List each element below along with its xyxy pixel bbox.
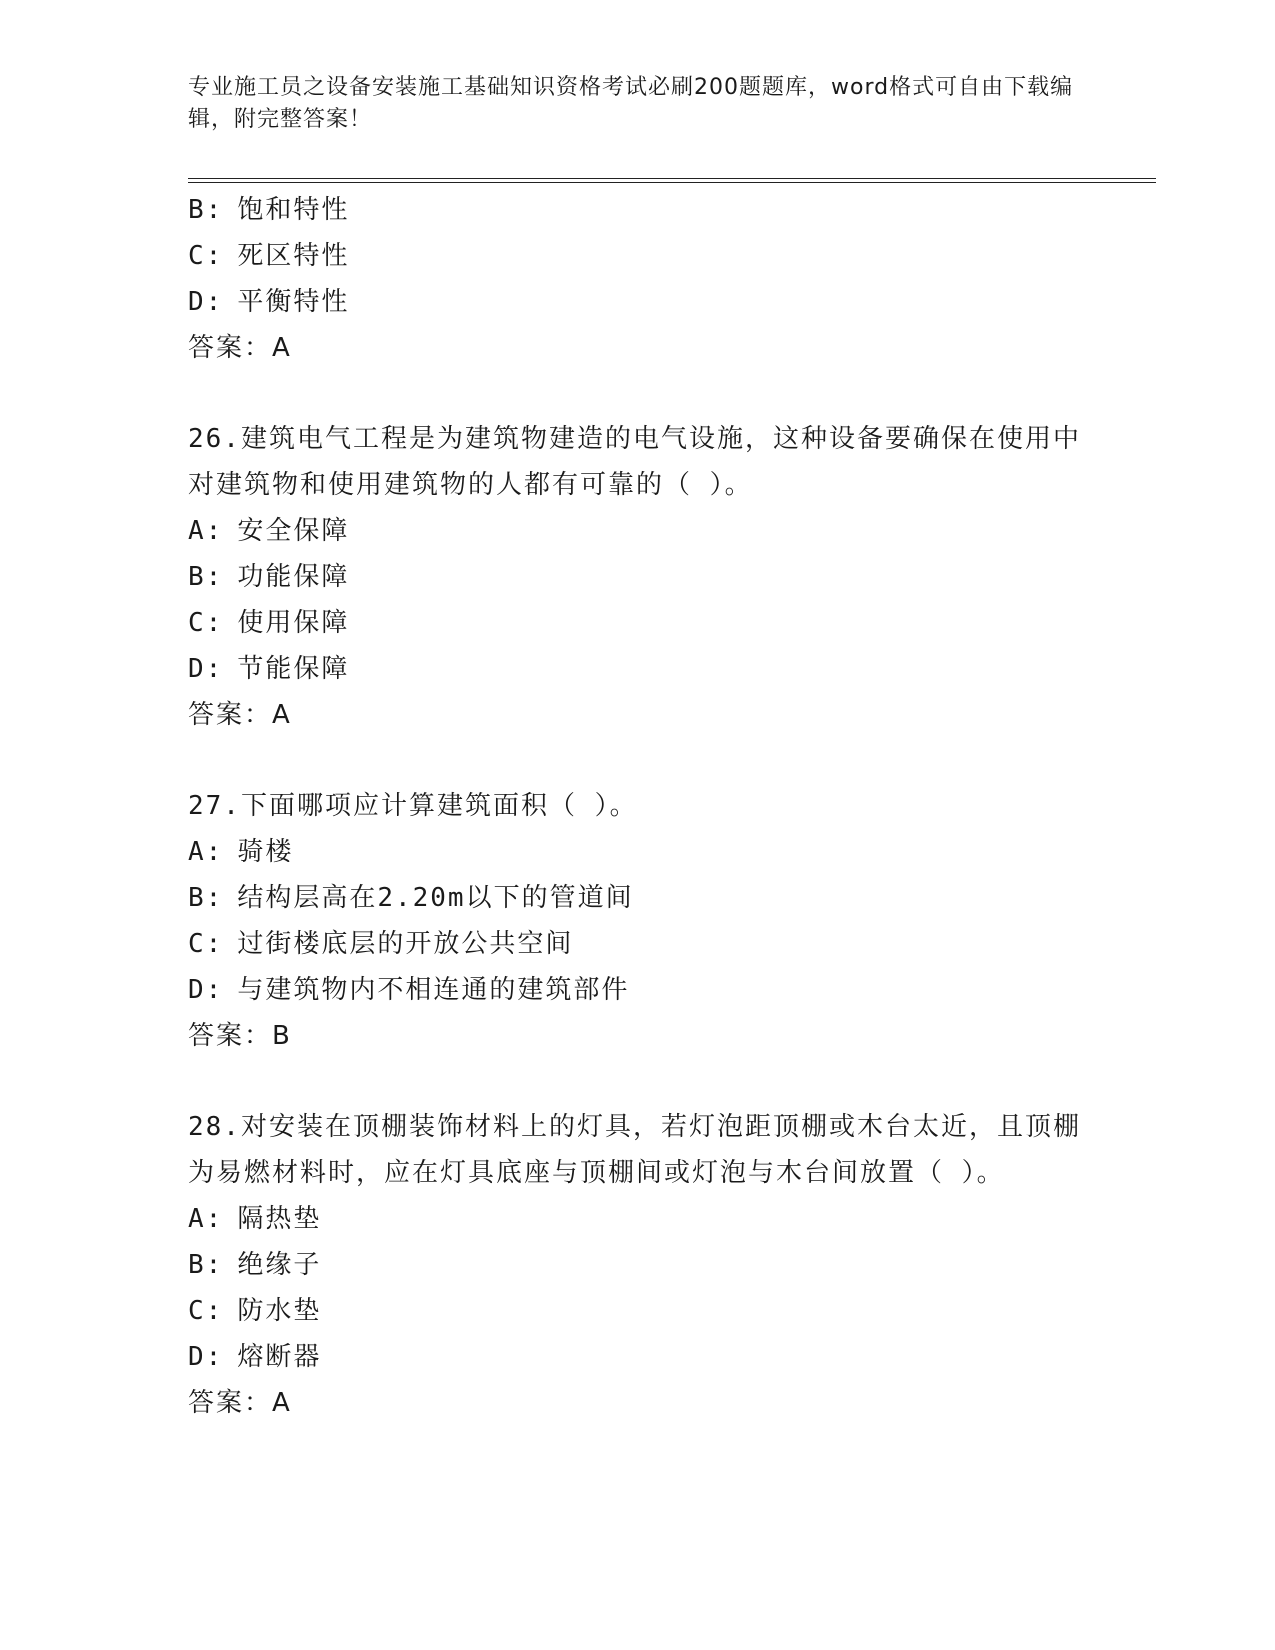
option-text: 功能保障	[237, 562, 350, 592]
document-header	[188, 72, 1088, 136]
option-letter: D	[188, 975, 206, 1005]
answer-row	[188, 692, 1088, 738]
header-title: 专业施工员之设备安装施工基础知识资格考试必刷200题题库，word格式可自由下载编辑，附完整答案！	[188, 75, 1074, 132]
option-row: C: 防水垫	[188, 1296, 322, 1326]
option-letter: C	[188, 608, 206, 638]
option-row: B: 饱和特性	[188, 195, 350, 225]
option-text: 骑楼	[237, 837, 294, 867]
option-text: 死区特性	[237, 241, 350, 271]
option-row: B: 功能保障	[188, 562, 350, 592]
option-row: A: 隔热垫	[188, 1204, 322, 1234]
option-text: 防水垫	[237, 1296, 322, 1326]
option-row: C: 死区特性	[188, 241, 350, 271]
answer-value: B	[272, 1021, 292, 1051]
option-row: D: 与建筑物内不相连通的建筑部件	[188, 975, 630, 1005]
answer-row	[188, 325, 1088, 371]
option-letter: B	[188, 883, 206, 913]
option-letter: B	[188, 195, 206, 225]
option-letter: D	[188, 1342, 206, 1372]
answer-label: 答案：	[188, 1021, 273, 1051]
question-list	[188, 187, 1088, 1426]
option-letter: C	[188, 1296, 206, 1326]
option-letter: D	[188, 654, 206, 684]
option-row: A: 安全保障	[188, 516, 350, 546]
answer-value: A	[272, 333, 292, 363]
question-block	[188, 187, 1088, 371]
option-row: A: 骑楼	[188, 837, 294, 867]
option-text: 平衡特性	[237, 287, 350, 317]
option-row: B: 结构层高在2.20m以下的管道间	[188, 883, 634, 913]
answer-label: 答案：	[188, 700, 273, 730]
option-row: C: 过街楼底层的开放公共空间	[188, 929, 574, 959]
answer-value: A	[272, 1388, 292, 1418]
option-text: 饱和特性	[237, 195, 350, 225]
option-text: 节能保障	[237, 654, 350, 684]
option-text: 隔热垫	[237, 1204, 322, 1234]
answer-row	[188, 1380, 1088, 1426]
option-text: 安全保障	[237, 516, 350, 546]
header-divider	[188, 178, 1156, 183]
option-text: 绝缘子	[237, 1250, 322, 1280]
question-stem: 26.建筑电气工程是为建筑物建造的电气设施，这种设备要确保在使用中对建筑物和使用建筑物的人都有可靠的（ ）。	[188, 424, 1081, 500]
option-row: D: 节能保障	[188, 654, 350, 684]
option-letter: C	[188, 241, 206, 271]
option-text: 使用保障	[237, 608, 350, 638]
question-block	[188, 1104, 1088, 1426]
option-letter: C	[188, 929, 206, 959]
option-letter: A	[188, 1204, 206, 1234]
option-text: 过街楼底层的开放公共空间	[237, 929, 574, 959]
option-row: B: 绝缘子	[188, 1250, 322, 1280]
option-letter: D	[188, 287, 206, 317]
question-block	[188, 783, 1088, 1059]
option-row: D: 平衡特性	[188, 287, 350, 317]
option-letter: B	[188, 1250, 206, 1280]
option-row: C: 使用保障	[188, 608, 350, 638]
answer-value: A	[272, 700, 292, 730]
option-letter: B	[188, 562, 206, 592]
option-letter: A	[188, 837, 206, 867]
answer-label: 答案：	[188, 1388, 273, 1418]
option-text: 结构层高在2.20m以下的管道间	[237, 883, 634, 913]
option-text: 熔断器	[237, 1342, 322, 1372]
option-text: 与建筑物内不相连通的建筑部件	[237, 975, 630, 1005]
question-block	[188, 416, 1088, 738]
answer-row	[188, 1013, 1088, 1059]
option-letter: A	[188, 516, 206, 546]
question-stem: 28.对安装在顶棚装饰材料上的灯具，若灯泡距顶棚或木台太近，且顶棚为易燃材料时，应在灯具底座与顶棚间或灯泡与木台间放置（ ）。	[188, 1112, 1081, 1188]
option-row: D: 熔断器	[188, 1342, 322, 1372]
question-stem: 27.下面哪项应计算建筑面积（ ）。	[188, 791, 638, 821]
answer-label: 答案：	[188, 333, 273, 363]
